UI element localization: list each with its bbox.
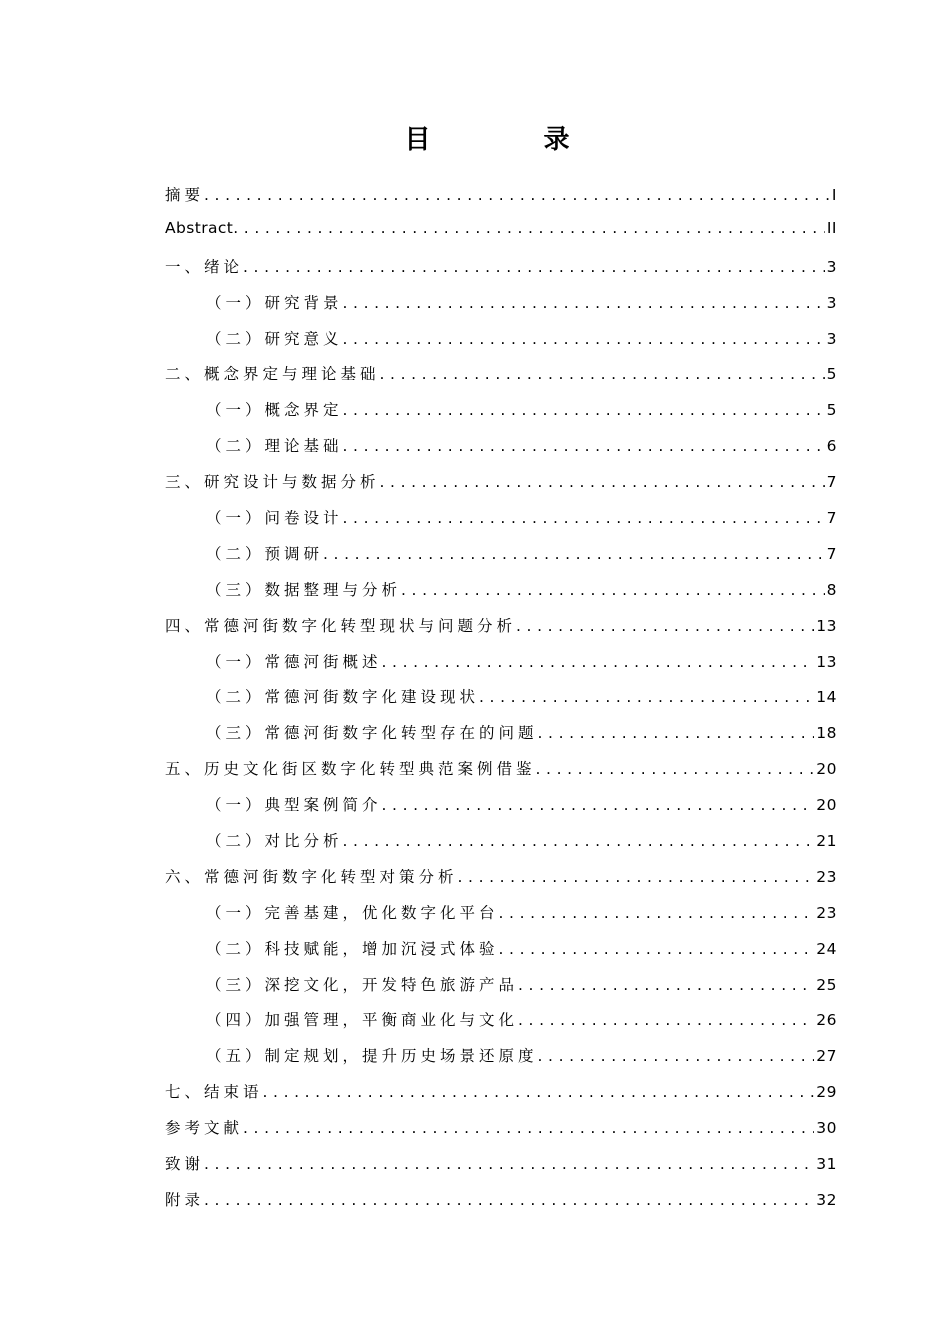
toc-subentry[interactable] bbox=[165, 578, 837, 614]
dot-leader bbox=[499, 904, 815, 922]
toc-subentry[interactable] bbox=[165, 901, 837, 937]
toc-entry[interactable] bbox=[165, 865, 837, 901]
toc-subentry[interactable] bbox=[165, 398, 837, 434]
dot-leader bbox=[204, 1191, 814, 1209]
dot-leader bbox=[380, 473, 825, 491]
dot-leader bbox=[458, 868, 815, 886]
dot-leader bbox=[380, 365, 825, 383]
toc-entry-label: 七、结束语 bbox=[165, 1083, 263, 1102]
toc-entry-label: 三、研究设计与数据分析 bbox=[165, 473, 380, 492]
toc-page-number: 6 bbox=[826, 437, 837, 456]
toc-entry-label: 致谢 bbox=[165, 1155, 205, 1174]
toc-subentry[interactable] bbox=[165, 973, 837, 1009]
toc-page-number: 5 bbox=[826, 365, 837, 384]
toc-subentry[interactable] bbox=[165, 542, 837, 578]
toc-page-number: 3 bbox=[826, 257, 837, 276]
toc-entry-label: 四、常德河街数字化转型现状与问题分析 bbox=[165, 616, 517, 635]
toc-page-number: 25 bbox=[816, 975, 837, 994]
toc-entry-label: 六、常德河街数字化转型对策分析 bbox=[165, 867, 458, 886]
dot-leader bbox=[204, 1155, 814, 1173]
toc-page-number: 13 bbox=[816, 652, 837, 671]
toc-entry-label: （二）科技赋能，增加沉浸式体验 bbox=[206, 939, 499, 958]
toc-subentry[interactable] bbox=[165, 1044, 837, 1080]
toc-entry-label: 二、概念界定与理论基础 bbox=[165, 365, 380, 384]
toc-page-number: 8 bbox=[826, 580, 837, 599]
dot-leader bbox=[343, 294, 825, 312]
toc-page-number: I bbox=[831, 186, 837, 204]
toc-entry-label: Abstract bbox=[165, 218, 234, 237]
toc-subentry[interactable] bbox=[165, 506, 837, 542]
dot-leader bbox=[538, 724, 815, 742]
toc-entry[interactable] bbox=[165, 1080, 837, 1116]
dot-leader bbox=[382, 653, 815, 671]
dot-leader bbox=[263, 1083, 815, 1101]
dot-leader bbox=[343, 330, 825, 348]
toc-subentry[interactable] bbox=[165, 685, 837, 721]
dot-leader bbox=[343, 832, 815, 850]
toc-page-number: 27 bbox=[816, 1047, 837, 1066]
toc-page-number: 24 bbox=[816, 939, 837, 958]
toc-entry-label: （四）加强管理，平衡商业化与文化 bbox=[206, 1011, 519, 1030]
toc-entry-label: 附录 bbox=[165, 1190, 205, 1209]
toc-entry[interactable] bbox=[165, 255, 837, 291]
toc-page-number: II bbox=[826, 218, 837, 237]
toc-subentry[interactable] bbox=[165, 829, 837, 865]
toc-page-number: 20 bbox=[816, 796, 837, 815]
toc-subentry[interactable] bbox=[165, 327, 837, 363]
toc-entry-label: （三）深挖文化，开发特色旅游产品 bbox=[206, 975, 519, 994]
toc-page-number: 21 bbox=[816, 832, 837, 851]
toc-subentry[interactable] bbox=[165, 793, 837, 829]
toc-entry-label: （一）典型案例简介 bbox=[206, 796, 382, 815]
toc-page-number: 3 bbox=[826, 329, 837, 348]
toc-entry-label: （二）研究意义 bbox=[206, 329, 343, 348]
dot-leader bbox=[343, 401, 825, 419]
toc-page-number: 23 bbox=[816, 867, 837, 886]
toc-subentry[interactable] bbox=[165, 1008, 837, 1044]
toc-entry[interactable] bbox=[165, 219, 837, 255]
toc-entry-label: （三）数据整理与分析 bbox=[206, 580, 402, 599]
toc-entry-label: （一）完善基建，优化数字化平台 bbox=[206, 903, 499, 922]
toc-page-number: 32 bbox=[816, 1190, 837, 1209]
toc-subentry[interactable] bbox=[165, 937, 837, 973]
dot-leader bbox=[479, 688, 814, 706]
toc-entry[interactable] bbox=[165, 470, 837, 506]
toc-page-number: 7 bbox=[826, 509, 837, 528]
toc-page-number: 31 bbox=[816, 1155, 837, 1174]
toc-entry[interactable] bbox=[165, 614, 837, 650]
toc-page-number: 30 bbox=[816, 1119, 837, 1138]
dot-leader bbox=[243, 258, 825, 276]
toc-entry[interactable] bbox=[165, 362, 837, 398]
toc-page-number: 29 bbox=[816, 1083, 837, 1102]
toc-page-number: 7 bbox=[826, 473, 837, 492]
toc-entry[interactable] bbox=[165, 757, 837, 793]
toc-entry[interactable] bbox=[165, 1152, 837, 1188]
dot-leader bbox=[382, 796, 815, 814]
toc-entry-label: 参考文献 bbox=[165, 1119, 244, 1138]
toc-entry-label: （二）理论基础 bbox=[206, 437, 343, 456]
toc-entry-label: （一）常德河街概述 bbox=[206, 652, 382, 671]
toc-page-number: 23 bbox=[816, 903, 837, 922]
dot-leader bbox=[343, 509, 825, 527]
toc-entry-label: （二）预调研 bbox=[206, 544, 324, 563]
toc-entry[interactable] bbox=[165, 1116, 837, 1152]
toc-entry-label: （一）问卷设计 bbox=[206, 509, 343, 528]
toc-page-number: 20 bbox=[816, 760, 837, 779]
dot-leader bbox=[538, 1047, 815, 1065]
dot-leader bbox=[536, 760, 815, 778]
toc-page-number: 14 bbox=[816, 688, 837, 707]
dot-leader bbox=[323, 545, 825, 563]
toc-subentry[interactable] bbox=[165, 721, 837, 757]
dot-leader bbox=[518, 1011, 814, 1029]
toc-page-number: 3 bbox=[826, 293, 837, 312]
toc-entry-label: （一）概念界定 bbox=[206, 401, 343, 420]
dot-leader bbox=[499, 940, 815, 958]
toc-entry-label: （五）制定规划，提升历史场景还原度 bbox=[206, 1047, 538, 1066]
toc-page-number: 26 bbox=[816, 1011, 837, 1030]
dot-leader bbox=[343, 437, 825, 455]
toc-page-number: 7 bbox=[826, 544, 837, 563]
dot-leader bbox=[233, 219, 825, 237]
toc-entry-label: 摘要 bbox=[165, 186, 205, 204]
toc-page-number: 5 bbox=[826, 401, 837, 420]
toc-page-number: 13 bbox=[816, 616, 837, 635]
toc-entry-label: （一）研究背景 bbox=[206, 293, 343, 312]
toc-entry[interactable] bbox=[165, 183, 837, 219]
toc-subentry[interactable] bbox=[165, 291, 837, 327]
dot-leader bbox=[401, 581, 825, 599]
toc-entry[interactable] bbox=[165, 1188, 837, 1224]
toc-entry-label: 一、绪论 bbox=[165, 257, 244, 276]
toc-entry-label: 五、历史文化街区数字化转型典范案例借鉴 bbox=[165, 760, 536, 779]
toc-subentry[interactable] bbox=[165, 434, 837, 470]
page-title: 目 录 bbox=[404, 125, 622, 155]
toc-entry-label: （二）对比分析 bbox=[206, 832, 343, 851]
toc-entry-label: （三）常德河街数字化转型存在的问题 bbox=[206, 724, 538, 743]
table-of-contents bbox=[165, 183, 837, 1224]
dot-leader bbox=[204, 186, 830, 204]
toc-subentry[interactable] bbox=[165, 650, 837, 686]
dot-leader bbox=[518, 976, 814, 994]
toc-entry-label: （二）常德河街数字化建设现状 bbox=[206, 688, 480, 707]
dot-leader bbox=[516, 617, 814, 635]
toc-page-number: 18 bbox=[816, 724, 837, 743]
dot-leader bbox=[243, 1119, 814, 1137]
